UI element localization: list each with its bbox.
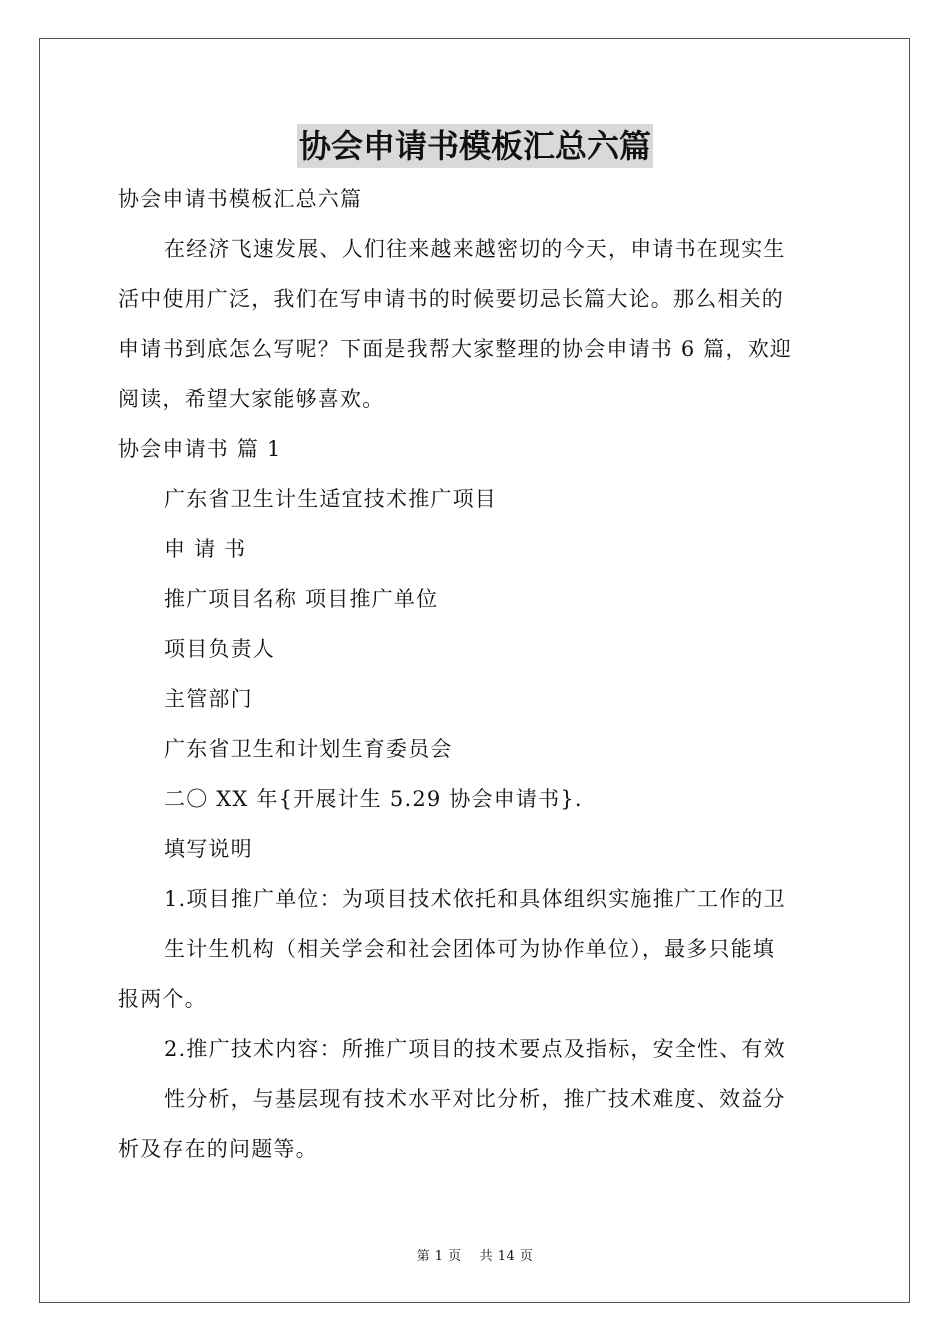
body-line: 在经济飞速发展、人们往来越来越密切的今天，申请书在现实生 [164,237,786,261]
body-line: 主管部门 [164,687,253,711]
subtitle-line: 协会申请书模板汇总六篇 [118,187,363,211]
page-number: 第 1 页 [416,1249,462,1264]
body-line: 填写说明 [164,837,253,861]
body-line: 析及存在的问题等。 [118,1137,318,1161]
body-line: 项目负责人 [164,637,275,661]
body-line: 生计生机构（相关学会和社会团体可为协作单位），最多只能填 [164,937,776,961]
body-line: 1.项目推广单位：为项目技术依托和具体组织实施推广工作的卫 [164,887,786,911]
body-line: 活中使用广泛，我们在写申请书的时候要切忌长篇大论。那么相关的 [118,287,784,311]
document-title: 协会申请书模板汇总六篇 [297,124,653,168]
body-line: 申请书到底怎么写呢？下面是我帮大家整理的协会申请书 6 篇，欢迎 [118,337,793,361]
body-line: 广东省卫生和计划生育委员会 [164,737,453,761]
body-line: 广东省卫生计生适宜技术推广项目 [164,487,497,511]
body-line: 2.推广技术内容：所推广项目的技术要点及指标，安全性、有效 [164,1037,786,1061]
title-container [0,124,950,168]
section-heading: 协会申请书 篇 1 [118,437,282,461]
body-line: 性分析，与基层现有技术水平对比分析，推广技术难度、效益分 [164,1087,786,1111]
body-line: 二〇 XX 年{开展计生 5.29 协会申请书}. [164,787,583,811]
body-line: 申 请 书 [164,537,247,561]
body-line: 阅读，希望大家能够喜欢。 [118,387,385,411]
body-line: 报两个。 [118,987,207,1011]
page-footer [0,1248,950,1266]
body-line: 推广项目名称 项目推广单位 [164,587,439,611]
page-total: 共 14 页 [479,1249,534,1264]
